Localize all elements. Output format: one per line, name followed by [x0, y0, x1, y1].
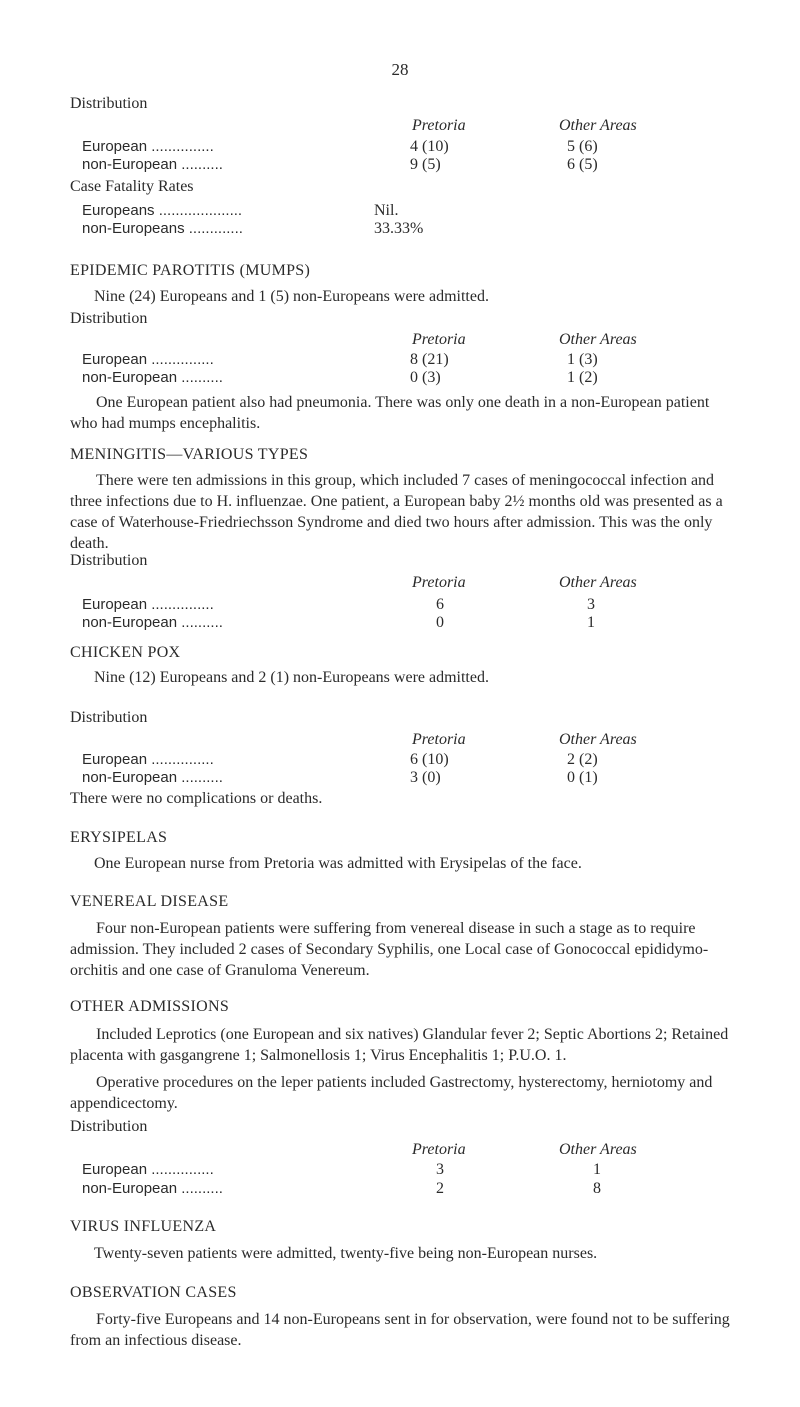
section-heading: VIRUS INFLUENZA: [70, 1218, 217, 1235]
row-pretoria-value: 4 (10): [410, 138, 449, 155]
section-heading: EPIDEMIC PAROTITIS (MUMPS): [70, 262, 311, 279]
col-other-areas: Other Areas: [559, 731, 637, 748]
row-label: non-European ..........: [82, 769, 223, 786]
section-heading: ERYSIPELAS: [70, 829, 168, 846]
section-text: One European nurse from Pretoria was admitted with Erysipelas of the face.: [94, 855, 582, 872]
fatality-row-label: non-Europeans .............: [82, 220, 243, 237]
section-heading: CHICKEN POX: [70, 644, 181, 661]
section-text: Four non-European patients were suffering from venereal disease in such a stage as to require admission. They included 2 cases of Secondary Syphilis, one Local case of Gonococcal epididymo-orchitis and one case of Granuloma Venereum.: [70, 920, 709, 979]
row-label: non-European ..........: [82, 1180, 223, 1197]
distribution-label: Distribution: [70, 310, 148, 327]
row-pretoria-value: 3 (0): [410, 769, 441, 786]
section-heading: OTHER ADMISSIONS: [70, 998, 230, 1015]
row-label: European ...............: [82, 138, 214, 155]
row-other-value: 3: [587, 596, 595, 613]
section-text: Forty-five Europeans and 14 non-Europeans sent in for observation, were found not to be suffering from an infectious disease.: [70, 1311, 730, 1349]
section-heading: VENEREAL DISEASE: [70, 893, 229, 910]
section-intro: Nine (12) Europeans and 2 (1) non-Europeans were admitted.: [94, 669, 489, 686]
section-text: Operative procedures on the leper patients included Gastrectomy, hysterectomy, herniotomy and appendicectomy.: [70, 1074, 713, 1112]
section-text: Included Leprotics (one European and six natives) Glandular fever 2; Septic Abortions 2; Retained placenta with gasgangrene 1; Salmonellosis 1; Virus Encephalitis 1; P.U.O. 1.: [70, 1026, 729, 1064]
row-pretoria-value: 0: [436, 614, 444, 631]
col-other-areas: Other Areas: [559, 117, 637, 134]
row-other-value: 0 (1): [567, 769, 598, 786]
row-pretoria-value: 0 (3): [410, 369, 441, 386]
row-pretoria-value: 2: [436, 1180, 444, 1197]
col-other-areas: Other Areas: [559, 331, 637, 348]
col-pretoria: Pretoria: [412, 574, 466, 591]
row-pretoria-value: 8 (21): [410, 351, 449, 368]
section-heading: MENINGITIS—VARIOUS TYPES: [70, 446, 309, 463]
distribution-label: Distribution: [70, 552, 148, 569]
row-label: European ...............: [82, 1161, 214, 1178]
row-other-value: 8: [593, 1180, 601, 1197]
row-pretoria-value: 9 (5): [410, 156, 441, 173]
row-label: non-European ..........: [82, 369, 223, 386]
row-other-value: 5 (6): [567, 138, 598, 155]
fatality-label: Case Fatality Rates: [70, 178, 194, 195]
distribution-label: Distribution: [70, 709, 148, 726]
row-pretoria-value: 6: [436, 596, 444, 613]
row-other-value: 1 (2): [567, 369, 598, 386]
row-label: European ...............: [82, 351, 214, 368]
section-intro: Nine (24) Europeans and 1 (5) non-Europeans were admitted.: [94, 288, 489, 305]
section-text: Twenty-seven patients were admitted, twenty-five being non-European nurses.: [94, 1245, 598, 1262]
row-label: non-European ..........: [82, 614, 223, 631]
section-text: There were ten admissions in this group, which included 7 cases of meningococcal infection and three infections due to H. influenzae. One patient, a European baby 2½ months old was presented as a case of Waterhouse-Friedriechsson Syndrome and died two hours after admission. This was the only death.: [70, 472, 723, 552]
col-pretoria: Pretoria: [412, 1141, 466, 1158]
row-pretoria-value: 3: [436, 1161, 444, 1178]
section-note: One European patient also had pneumonia. There was only one death in a non-European patient who had mumps encephalitis.: [70, 394, 710, 432]
col-pretoria: Pretoria: [412, 731, 466, 748]
col-pretoria: Pretoria: [412, 331, 466, 348]
section-heading: OBSERVATION CASES: [70, 1284, 237, 1301]
page-number: 28: [391, 60, 409, 79]
fatality-value: Nil.: [374, 202, 399, 219]
distribution-label: Distribution: [70, 1118, 148, 1135]
distribution-label: Distribution: [70, 95, 148, 112]
row-label: European ...............: [82, 751, 214, 768]
col-other-areas: Other Areas: [559, 574, 637, 591]
row-other-value: 1: [593, 1161, 601, 1178]
row-other-value: 6 (5): [567, 156, 598, 173]
row-other-value: 1 (3): [567, 351, 598, 368]
fatality-row-label: Europeans ....................: [82, 202, 243, 219]
row-pretoria-value: 6 (10): [410, 751, 449, 768]
col-other-areas: Other Areas: [559, 1141, 637, 1158]
row-other-value: 2 (2): [567, 751, 598, 768]
fatality-value: 33.33%: [374, 220, 424, 237]
row-label: non-European ..........: [82, 156, 223, 173]
row-label: European ...............: [82, 596, 214, 613]
row-other-value: 1: [587, 614, 595, 631]
col-pretoria: Pretoria: [412, 117, 466, 134]
section-note: There were no complications or deaths.: [70, 790, 323, 807]
